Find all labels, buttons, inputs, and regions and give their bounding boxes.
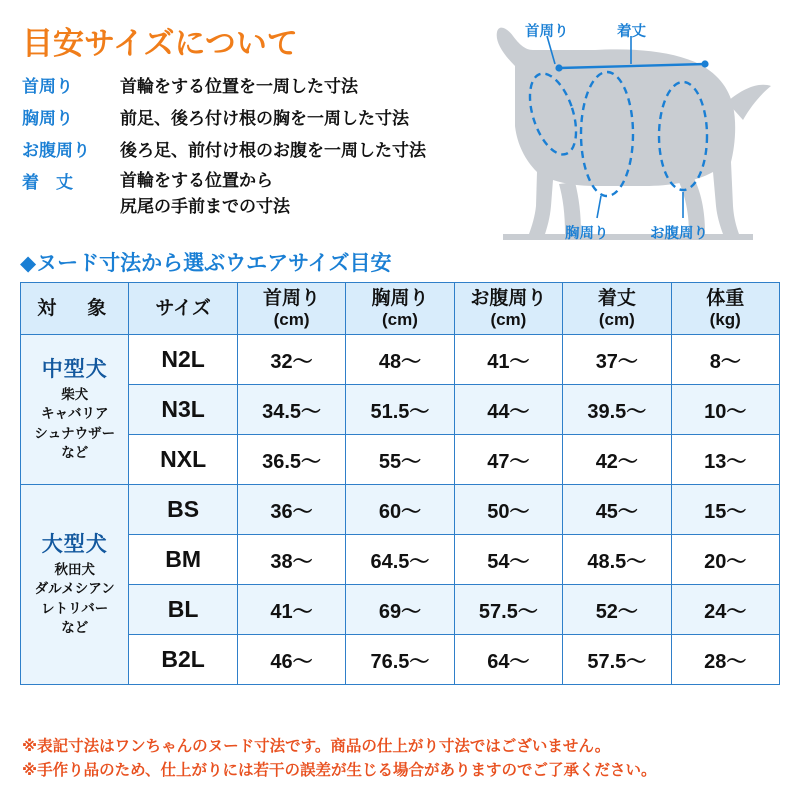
definition-row <box>22 104 462 130</box>
illustration-label-neck: 首周り <box>525 24 569 40</box>
column-header-label: 対 象 <box>37 297 113 319</box>
cell-length: 57.5〜 <box>563 635 671 685</box>
cell-length: 52〜 <box>563 585 671 635</box>
column-header-target <box>21 283 129 335</box>
column-header-label: お腹周り <box>470 287 547 309</box>
definition-term: 胸周り <box>22 109 73 128</box>
cell-weight: 13〜 <box>671 435 779 485</box>
column-header-label: 着丈 <box>597 287 636 309</box>
column-header-neck <box>237 283 345 335</box>
group-subtitle-line: ダルメシアン <box>34 581 115 597</box>
cell-chest: 64.5〜 <box>346 535 454 585</box>
footnote-line: ※手作り品のため、仕上がりには若干の誤差が生じる場合がありますのでご了承ください。 <box>22 762 657 780</box>
group-subtitle-line: キャバリア <box>40 406 109 422</box>
group-subtitle-line: シュナウザー <box>34 425 116 441</box>
definition-description: 前足、後ろ付け根の胸を一周した寸法 <box>120 109 409 128</box>
cell-neck: 32〜 <box>237 335 345 385</box>
group-title: 中型犬 <box>41 358 108 382</box>
cell-chest: 69〜 <box>346 585 454 635</box>
cell-length: 45〜 <box>563 485 671 535</box>
cell-chest: 48〜 <box>346 335 454 385</box>
cell-neck: 34.5〜 <box>237 385 345 435</box>
column-header-size <box>129 283 237 335</box>
cell-chest: 51.5〜 <box>346 385 454 435</box>
table-row <box>21 435 780 485</box>
column-header-unit: (kg) <box>709 309 741 329</box>
column-header-unit: (cm) <box>598 309 635 329</box>
cell-size: BS <box>129 485 237 535</box>
definition-description-line: 尻尾の手前までの寸法 <box>120 197 290 216</box>
column-header-unit: (cm) <box>273 309 310 329</box>
group-cell-medium <box>21 335 129 485</box>
cell-weight: 20〜 <box>671 535 779 585</box>
definition-term: お腹周り <box>22 141 90 160</box>
table-row <box>21 585 780 635</box>
cell-neck: 46〜 <box>237 635 345 685</box>
cell-size: N2L <box>129 335 237 385</box>
column-header-label: 胸周り <box>371 287 429 309</box>
illustration-label-chest: 胸周り <box>565 226 609 242</box>
cell-size: BM <box>129 535 237 585</box>
size-table-wrapper <box>20 282 780 685</box>
table-row <box>21 335 780 385</box>
cell-belly: 47〜 <box>454 435 562 485</box>
column-header-length <box>563 283 671 335</box>
cell-length: 39.5〜 <box>563 385 671 435</box>
group-title: 大型犬 <box>41 533 108 557</box>
cell-weight: 8〜 <box>671 335 779 385</box>
cell-weight: 24〜 <box>671 585 779 635</box>
definition-term: 着 丈 <box>22 173 73 192</box>
cell-belly: 57.5〜 <box>454 585 562 635</box>
group-subtitle-line: など <box>61 619 89 635</box>
cell-length: 42〜 <box>563 435 671 485</box>
size-table <box>20 282 780 685</box>
cell-belly: 44〜 <box>454 385 562 435</box>
cell-belly: 50〜 <box>454 485 562 535</box>
table-head <box>21 283 780 335</box>
definition-row <box>22 72 462 98</box>
cell-chest: 76.5〜 <box>346 635 454 685</box>
page-title: 目安サイズについて <box>22 26 298 61</box>
definition-row <box>22 136 462 162</box>
dog-illustration <box>455 6 795 256</box>
cell-size: NXL <box>129 435 237 485</box>
definition-description-block <box>120 168 290 220</box>
cell-chest: 60〜 <box>346 485 454 535</box>
column-header-belly <box>454 283 562 335</box>
illustration-label-length: 着丈 <box>617 24 646 40</box>
measurement-definitions <box>22 72 462 226</box>
cell-belly: 54〜 <box>454 535 562 585</box>
definition-description: 後ろ足、前付け根のお腹を一周した寸法 <box>120 141 426 160</box>
column-header-unit: (cm) <box>382 309 418 329</box>
definition-row <box>22 168 462 220</box>
cell-belly: 41〜 <box>454 335 562 385</box>
cell-neck: 36〜 <box>237 485 345 535</box>
cell-chest: 55〜 <box>346 435 454 485</box>
group-subtitle-line: 柴犬 <box>61 387 89 403</box>
cell-weight: 28〜 <box>671 635 779 685</box>
dog-silhouette-icon <box>455 6 795 256</box>
cell-neck: 38〜 <box>237 535 345 585</box>
cell-neck: 41〜 <box>237 585 345 635</box>
section-heading: ◆ヌード寸法から選ぶウエアサイズ目安 <box>20 252 392 275</box>
group-subtitle-line: など <box>61 444 89 460</box>
cell-length: 37〜 <box>563 335 671 385</box>
table-header-row <box>21 283 780 335</box>
table-row <box>21 635 780 685</box>
table-row <box>21 385 780 435</box>
table-body <box>21 335 780 685</box>
table-row <box>21 485 780 535</box>
definition-term: 首周り <box>22 77 73 96</box>
cell-size: B2L <box>129 635 237 685</box>
column-header-label: サイズ <box>155 297 211 319</box>
table-row <box>21 535 780 585</box>
cell-belly: 64〜 <box>454 635 562 685</box>
group-subtitle-line: 秋田犬 <box>54 562 95 578</box>
group-cell-large <box>21 485 129 685</box>
column-header-label: 体重 <box>706 287 745 309</box>
column-header-unit: (cm) <box>490 309 527 329</box>
cell-size: BL <box>129 585 237 635</box>
cell-neck: 36.5〜 <box>237 435 345 485</box>
cell-length: 48.5〜 <box>563 535 671 585</box>
column-header-label: 首周り <box>263 287 321 309</box>
footnote-line: ※表記寸法はワンちゃんのヌード寸法です。商品の仕上がり寸法ではございません。 <box>22 738 611 755</box>
cell-weight: 15〜 <box>671 485 779 535</box>
illustration-label-belly: お腹周り <box>650 226 708 242</box>
cell-size: N3L <box>129 385 237 435</box>
footnotes <box>22 735 792 783</box>
definition-description-line: 首輪をする位置から <box>120 171 273 190</box>
column-header-chest <box>346 283 454 335</box>
definition-description: 首輪をする位置を一周した寸法 <box>120 77 358 96</box>
cell-weight: 10〜 <box>671 385 779 435</box>
group-subtitle-line: レトリバー <box>41 600 109 616</box>
column-header-weight <box>671 283 779 335</box>
